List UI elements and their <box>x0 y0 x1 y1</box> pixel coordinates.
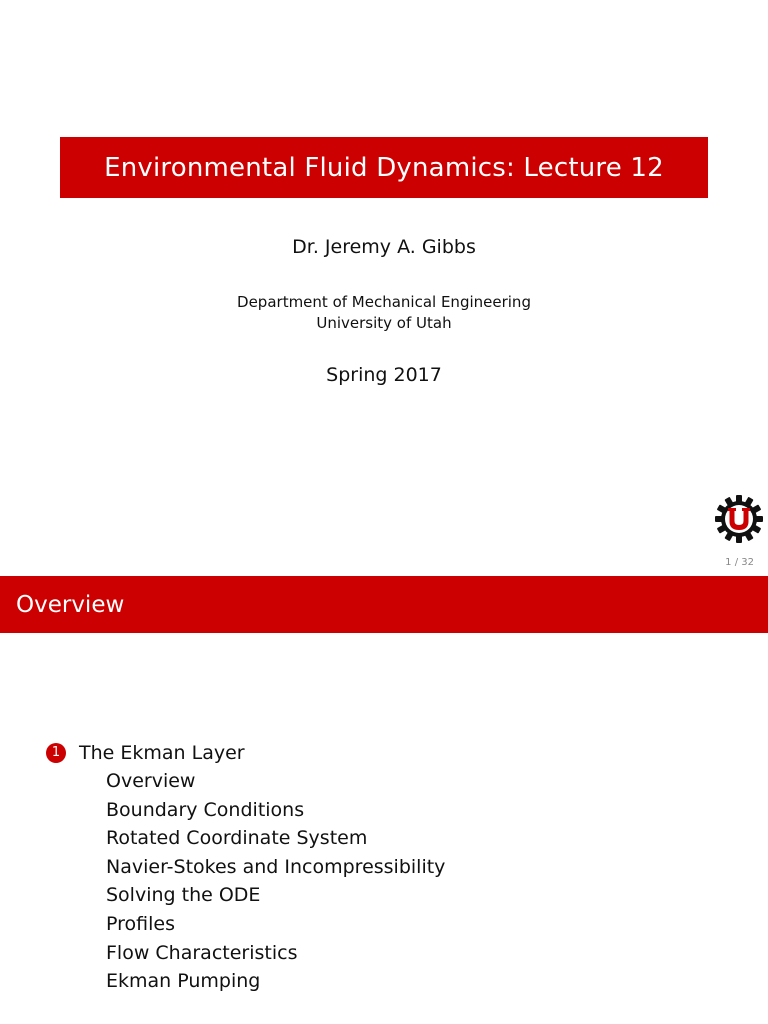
toc-subsection[interactable]: Overview <box>106 770 196 792</box>
university: University of Utah <box>316 314 452 332</box>
frame-title-text: Overview <box>16 591 125 618</box>
table-of-contents <box>46 738 746 996</box>
section-title: The Ekman Layer <box>79 741 245 764</box>
section-number-badge: 1 <box>46 743 66 763</box>
toc-subsection[interactable]: Flow Characteristics <box>106 941 298 964</box>
subsection-list <box>46 767 746 996</box>
toc-subsection[interactable]: Boundary Conditions <box>106 798 305 821</box>
toc-subsection[interactable]: Ekman Pumping <box>106 970 261 993</box>
toc-subsection[interactable]: Navier-Stokes and Incompressibility <box>106 855 446 878</box>
toc-subsection[interactable]: Profiles <box>106 912 175 935</box>
page-number: 1 / 32 <box>725 557 754 568</box>
affiliation <box>0 292 768 334</box>
university-logo-icon <box>714 494 764 544</box>
toc-section[interactable] <box>46 738 746 767</box>
toc-subsection[interactable]: Rotated Coordinate System <box>106 827 368 850</box>
overview-slide <box>0 576 768 1024</box>
author-name: Dr. Jeremy A. Gibbs <box>292 236 476 258</box>
presentation-title <box>60 137 708 198</box>
presentation-title-text: Environmental Fluid Dynamics: Lecture 12 <box>104 152 664 183</box>
presentation-date: Spring 2017 <box>326 364 442 386</box>
toc-subsection[interactable]: Solving the ODE <box>106 884 261 907</box>
frame-title <box>0 576 768 633</box>
department: Department of Mechanical Engineering <box>237 293 531 311</box>
